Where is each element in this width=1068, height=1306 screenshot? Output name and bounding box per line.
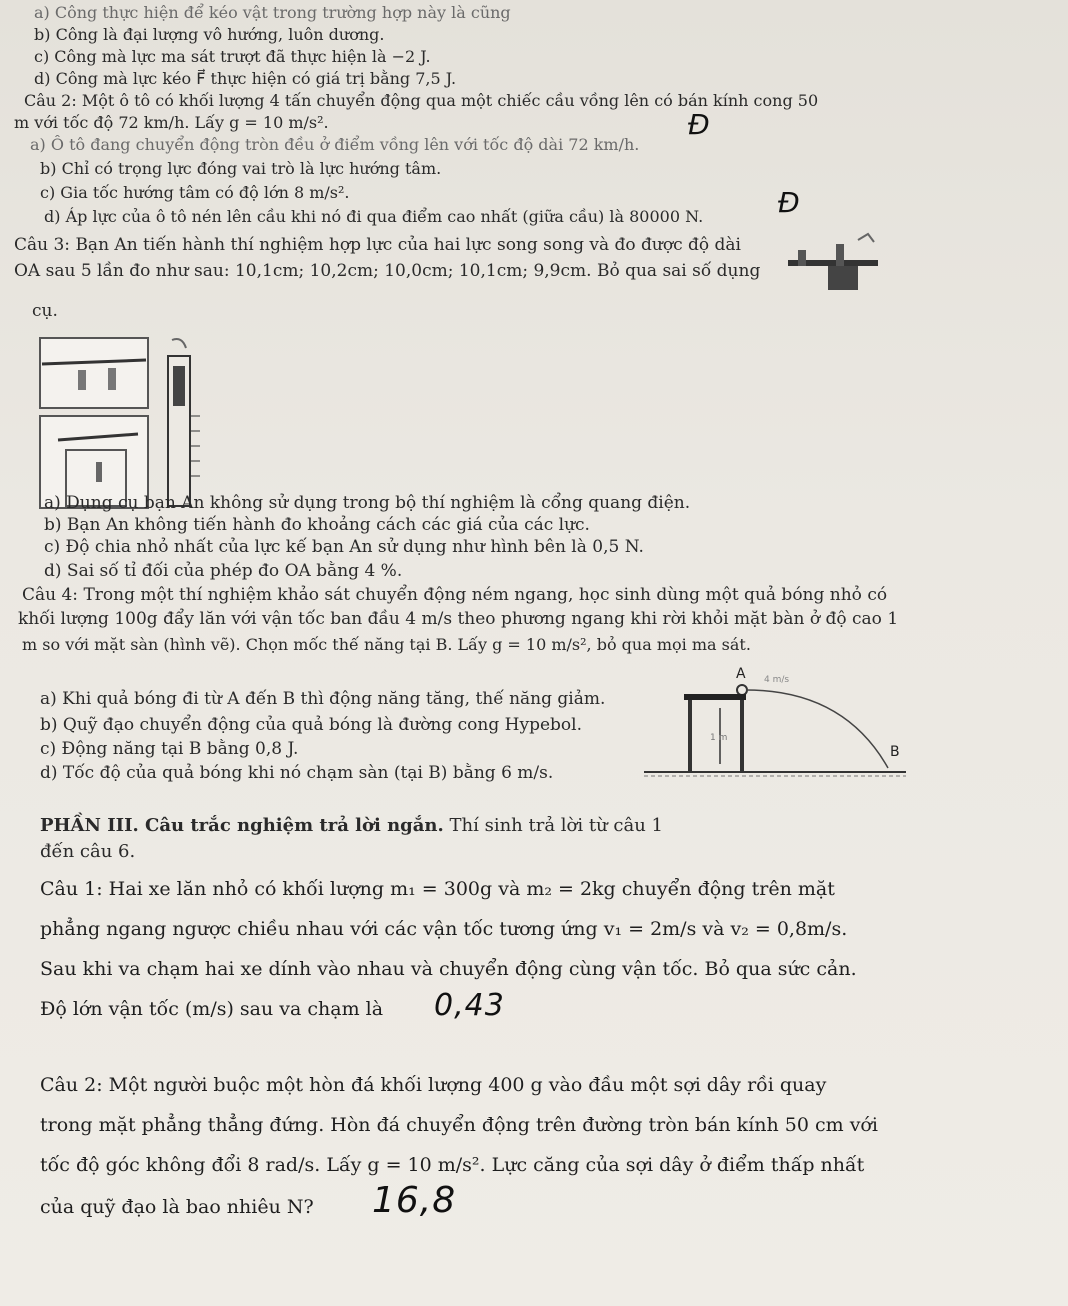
part3-title-line2: đến câu 6. [40,841,136,862]
q2-stem-line2: m với tốc độ 72 km/h. Lấy g = 10 m/s². [14,113,329,132]
q2-option-a: a) Ô tô đang chuyển động tròn đều ở điểm vồng lên với tốc độ dài 72 km/h. [30,135,640,154]
q1-option-b: b) Công là đại lượng vô hướng, luôn dương. [34,25,385,44]
p3-q1-line1: Câu 1: Hai xe lăn nhỏ có khối lượng m₁ = 300g và m₂ = 2kg chuyển động trên mặt [40,878,835,900]
q3-option-a: a) Dụng cụ bạn An không sử dụng trong bộ thí nghiệm là cổng quang điện. [44,493,691,513]
part3-title-rest: Thí sinh trả lời từ câu 1 [443,815,663,836]
q4-option-c: c) Động năng tại B bằng 0,8 J. [40,739,299,759]
p3-q2-handwritten-answer: 16,8 [372,1180,457,1221]
p3-q1-line4: Độ lớn vận tốc (m/s) sau va chạm là [40,998,384,1020]
q4-label-A: A [736,666,746,682]
q2-option-d: d) Áp lực của ô tô nén lên cầu khi nó đi qua điểm cao nhất (giữa cầu) là 80000 N. [44,207,704,226]
q3-option-d: d) Sai số tỉ đối của phép đo OA bằng 4 %. [44,561,403,581]
q4-option-d: d) Tốc độ của quả bóng khi nó chạm sàn (tại B) bằng 6 m/s. [40,763,554,783]
q4-option-b: b) Quỹ đạo chuyển động của quả bóng là đường cong Hypebol. [40,715,582,735]
q4-label-B: B [890,744,900,760]
q4-label-speed: 4 m/s [764,675,790,685]
p3-q2-line1: Câu 2: Một người buộc một hòn đá khối lượng 400 g vào đầu một sợi dây rồi quay [40,1074,827,1096]
part3-heading [40,814,663,838]
q3-option-c: c) Độ chia nhỏ nhất của lực kế bạn An sử dụng như hình bên là 0,5 N. [44,537,644,557]
q1-option-c: c) Công mà lực ma sát trượt đã thực hiện là −2 J. [34,47,431,66]
q3-stem-line1: Câu 3: Bạn An tiến hành thí nghiệm hợp lực của hai lực song song và đo được độ dài [14,235,741,255]
q3-option-b: b) Bạn An không tiến hành đo khoảng cách các giá của các lực. [44,515,590,535]
p3-q1-line3: Sau khi va chạm hai xe dính vào nhau và chuyển động cùng vận tốc. Bỏ qua sức cản. [40,958,857,980]
q2d-handwritten-mark: Đ [778,186,801,219]
q2-option-c: c) Gia tốc hướng tâm có độ lớn 8 m/s². [40,183,350,202]
q3-stem-line2: OA sau 5 lần đo như sau: 10,1cm; 10,2cm; 10,0cm; 10,1cm; 9,9cm. Bỏ qua sai số dụng [14,261,761,281]
q4-option-a: a) Khi quả bóng đi từ A đến B thì động năng tăng, thế năng giảm. [40,689,606,709]
q3-stem-line3: cụ. [32,301,58,321]
q2-option-b: b) Chỉ có trọng lực đóng vai trò là lực hướng tâm. [40,159,442,178]
q4-stem-line1: Câu 4: Trong một thí nghiệm khảo sát chuyển động ném ngang, học sinh dùng một quả bóng nhỏ có [22,585,888,605]
p3-q2-line2: trong mặt phẳng thẳng đứng. Hòn đá chuyển động trên đường tròn bán kính 50 cm với [40,1114,878,1136]
q1-option-a: a) Công thực hiện để kéo vật trong trường hợp này là cũng [34,3,511,22]
part3-title: PHẦN III. Câu trắc nghiệm trả lời ngắn. [40,815,444,836]
p3-q1-line2: phẳng ngang ngược chiều nhau với các vận tốc tương ứng v₁ = 2m/s và v₂ = 0,8m/s. [40,918,848,940]
q2a-handwritten-mark: Đ [688,108,711,141]
q3-figure-force-meter [38,336,228,512]
q4-label-height: 1 m [710,733,728,743]
q4-stem-line2: khối lượng 100g đẩy lăn với vận tốc ban đầu 4 m/s theo phương ngang khi rời khỏi mặt bàn ở độ cao 1 [18,609,899,629]
q3-apparatus-image [778,230,898,300]
p3-q1-handwritten-answer: 0,43 [434,988,505,1023]
p3-q2-line3: tốc độ góc không đổi 8 rad/s. Lấy g = 10 m/s². Lực căng của sợi dây ở điểm thấp nhất [40,1154,865,1176]
q4-stem-line3: m so với mặt sàn (hình vẽ). Chọn mốc thế năng tại B. Lấy g = 10 m/s², bỏ qua mọi ma sát. [22,635,751,654]
q1-option-d: d) Công mà lực kéo F⃗ thực hiện có giá trị bằng 7,5 J. [34,69,457,88]
q2-stem-line1: Câu 2: Một ô tô có khối lượng 4 tấn chuyển động qua một chiếc cầu vồng lên có bán kính cong 50 [24,91,819,110]
q4-figure-projectile [644,664,908,782]
p3-q2-line4: của quỹ đạo là bao nhiêu N? [40,1196,314,1218]
